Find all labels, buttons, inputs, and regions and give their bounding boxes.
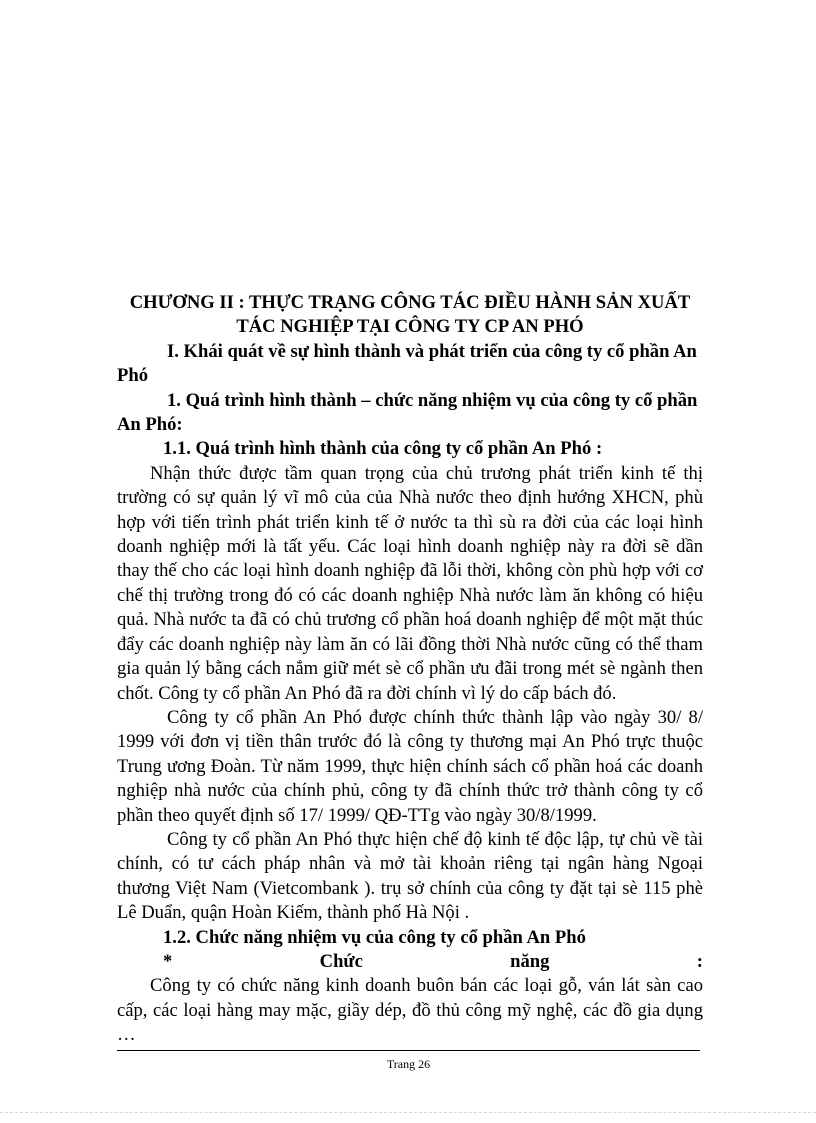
- page-number: Trang 26: [386, 1057, 431, 1071]
- paragraph-1: Nhận thức được tầm quan trọng của chủ trương phát triển kinh tế thị trường có sự quản lý vĩ mô của của Nhà nước theo định hướng XHCN, phù hợp với tiến trình phát triển kinh tế ở nước ta thì sù ra đời của các loại hình doanh nghiệp mới là tất yếu. Các loại hình doanh nghiệp này ra đời sẽ dần thay thế cho các loại hình doanh nghiệp đã lỗi thời, không còn phù hợp với cơ chế thị trường trong đó có các doanh nghiệp Nhà nước làm ăn không có hiệu quả. Nhà nước ta đã có chủ trương cổ phần hoá doanh nghiệp để một mặt thúc đẩy các doanh nghiệp này làm ăn có lãi đồng thời Nhà nước cũng có thể tham gia quản lý bằng cách nắm giữ mét sè cổ phần ưu đãi trong mét sè ngành then chốt. Công ty cổ phần An Phó đã ra đời chính vì lý do cấp bách đó.: [117, 462, 703, 704]
- paragraph-2: Công ty cổ phần An Phó được chính thức thành lập vào ngày 30/ 8/ 1999 với đơn vị tiền thân trước đó là công ty thương mại An Phó trực thuộc Trung ương Đoàn. Từ năm 1999, thực hiện chính sách cổ phần hoá các doanh nghiệp nhà nước của chính phủ, công ty đã chính thức trở thành công ty cổ phần theo quyết định số 17/ 1999/ QĐ-TTg vào ngày 30/8/1999.: [117, 706, 703, 826]
- function-colon: :: [696, 950, 703, 972]
- paragraph-3: Công ty cổ phần An Phó thực hiện chế độ kinh tế độc lập, tự chủ về tài chính, có tư cách pháp nhân và mở tài khoản riêng tại ngân hàng Ngoại thương Việt Nam (Vietcombank ). trụ sở chính của công ty đặt tại sè 115 phè Lê Duẩn, quận Hoàn Kiếm, thành phố Hà Nội .: [117, 828, 703, 924]
- function-heading-row: [117, 950, 703, 974]
- page-bottom-edge: [0, 1112, 816, 1113]
- chapter-title-line-2: TÁC NGHIỆP TẠI CÔNG TY CP AN PHÓ: [236, 316, 584, 338]
- section-i-heading: I. Khái quát về sự hình thành và phát triển của công ty cổ phần An Phó: [117, 340, 697, 387]
- chapter-title-line-1: CHƯƠNG II : THỰC TRẠNG CÔNG TÁC ĐIỀU HÀNH SẢN XUẤT: [129, 292, 691, 313]
- page-content: [117, 291, 703, 1048]
- chapter-title: [117, 291, 703, 340]
- function-star: *: [163, 950, 173, 972]
- paragraph-4: Công ty có chức năng kinh doanh buôn bán các loại gỗ, ván lát sàn cao cấp, các loại hàng may mặc, giầy dép, đồ thủ công mỹ nghệ, các đồ gia dụng …: [117, 975, 703, 1046]
- footer-divider: [117, 1050, 700, 1051]
- section-1-1-heading: 1.1. Quá trình hình thành của công ty cổ phần An Phó :: [163, 438, 603, 460]
- section-1-heading: 1. Quá trình hình thành – chức năng nhiệm vụ của công ty cổ phần An Phó:: [117, 389, 698, 436]
- section-1-2-heading: 1.2. Chức năng nhiệm vụ của công ty cổ phần An Phó: [163, 926, 586, 948]
- function-word: năng: [510, 950, 550, 972]
- function-label: Chức: [319, 950, 363, 972]
